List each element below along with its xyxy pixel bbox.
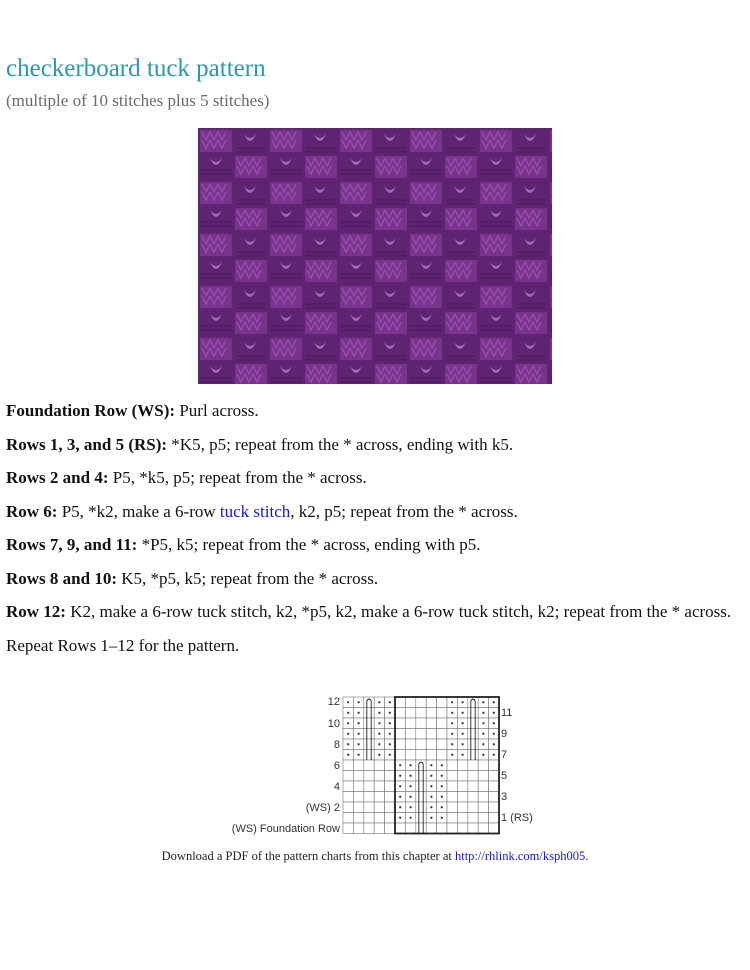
- chart-label-11: 11: [501, 707, 513, 719]
- instruction-foundation: Foundation Row (WS): Purl across.: [6, 401, 259, 420]
- chart-label-7: 7: [501, 749, 508, 761]
- chart-label-ws-2: (WS) 2: [305, 802, 340, 814]
- chart-label-12: 12: [327, 696, 340, 708]
- stitch-multiple-note: (multiple of 10 stitches plus 5 stitches): [6, 91, 270, 110]
- chart-label-9: 9: [501, 728, 508, 740]
- instruction-rows-1-3-5: Rows 1, 3, and 5 (RS): *K5, p5; repeat from the * across, ending with k5.: [6, 434, 514, 454]
- instruction-rows-2-4: Rows 2 and 4: P5, *k5, p5; repeat from the * across.: [6, 468, 367, 487]
- chart-label-foundation: (WS) Foundation Row: [231, 823, 340, 835]
- tuck-stitch-link[interactable]: tuck stitch: [219, 501, 291, 521]
- chart-label-5: 5: [501, 770, 508, 782]
- instruction-row-6: Row 6: P5, *k2, make a 6-row tuck stitch, k2, p5; repeat from the * across.: [6, 501, 518, 521]
- chart-pdf-link[interactable]: http://rhlink.com/ksph005: [454, 849, 586, 863]
- instruction-rows-8-10: Rows 8 and 10: K5, *p5, k5; repeat from the * across.: [6, 568, 379, 588]
- chart-label-8: 8: [333, 739, 340, 751]
- chart-label-4: 4: [333, 781, 340, 793]
- chart-label-6: 6: [333, 760, 340, 772]
- chart-label-1-rs: 1 (RS): [501, 812, 533, 824]
- download-note: Download a PDF of the pattern charts from this chapter at http://rhlink.com/ksph005.: [161, 849, 589, 863]
- instruction-rows-7-9-11: Rows 7, 9, and 11: *P5, k5; repeat from the * across, ending with p5.: [6, 535, 481, 554]
- chart-label-10: 10: [327, 718, 340, 730]
- chart-label-3: 3: [501, 791, 508, 803]
- page-title: checkerboard tuck pattern: [6, 55, 266, 82]
- instruction-row-12: Row 12: K2, make a 6-row tuck stitch, k2, *p5, k2, make a 6-row tuck stitch, k2; repeat from the * across.: [6, 602, 732, 621]
- chart-grid: [343, 697, 499, 834]
- repeat-note: Repeat Rows 1–12 for the pattern.: [6, 635, 240, 655]
- pattern-instructions: [6, 400, 736, 668]
- knitted-swatch-photo: [198, 128, 552, 384]
- stitch-chart: [214, 695, 550, 839]
